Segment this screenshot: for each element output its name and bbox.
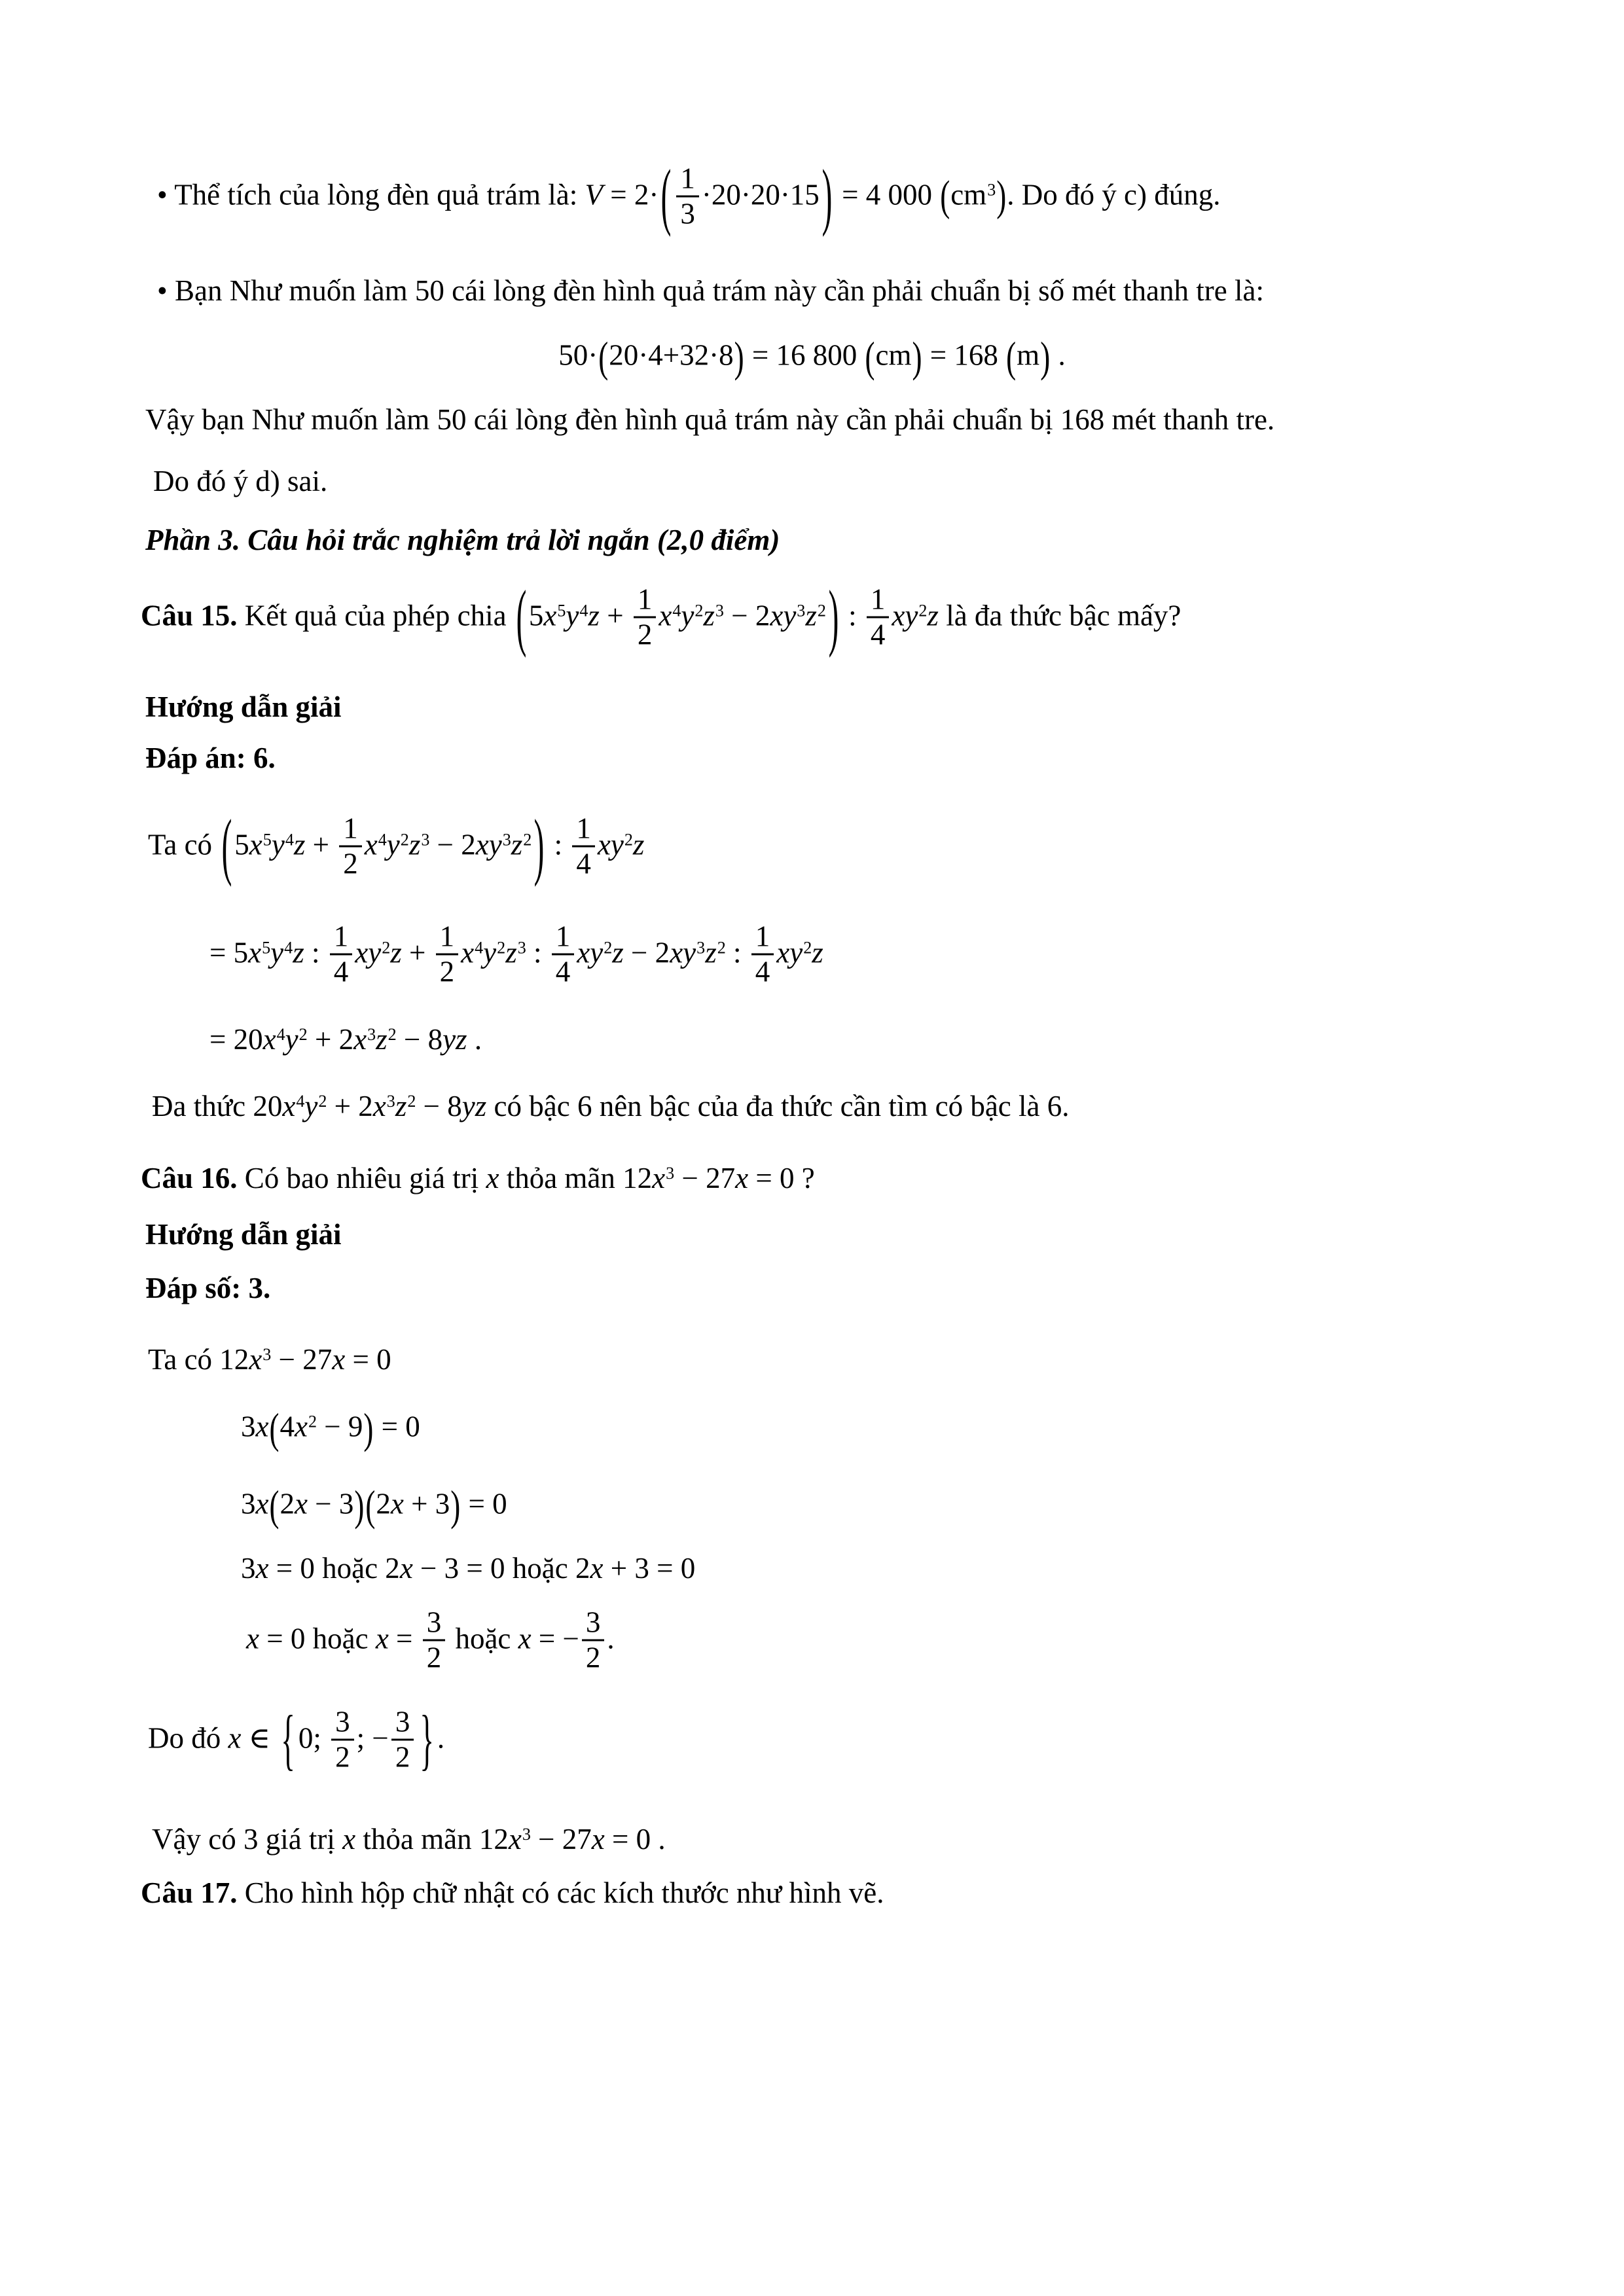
fraction: $\frac{1}{4}$ xyxy=(867,585,890,650)
paren-close: ) xyxy=(363,1404,374,1452)
answer-16: Đáp số: 3. xyxy=(145,1271,271,1304)
fraction: $\frac{3}{2}$ xyxy=(582,1608,605,1673)
big-brace-close: } xyxy=(420,1702,434,1778)
work-16-solution-set: Do đó x ∈ { 0; $\frac{3}{2}$ ; − $\frac{3}{2}$ } . xyxy=(148,1709,444,1774)
fraction: $\frac{1}{2}$ xyxy=(436,922,459,987)
fraction: $\frac{3}{2}$ xyxy=(423,1608,446,1673)
paren-close: ) xyxy=(1040,332,1051,381)
big-brace-open: { xyxy=(281,1702,295,1778)
big-paren-close: ) xyxy=(533,804,545,888)
big-paren-close: ) xyxy=(821,154,833,238)
fraction: $\frac{1}{2}$ xyxy=(339,814,362,879)
section-heading-part3: Phần 3. Câu hỏi trắc nghiệm trả lời ngắn (2,0 điểm) xyxy=(145,523,780,556)
bullet-volume-statement: • Thể tích của lòng đèn quả trám là: V = 2·( $\frac{1}{3}$ ·20·20·15) = 4 000 $(cm^3)$. Do đó ý c) đúng. xyxy=(157,166,1220,230)
conclusion-15: Đa thức $20x^4y^2 + 2x^3z^2 - 8yz$ có bậc 6 nên bậc của đa thức cần tìm có bậc là 6. xyxy=(152,1089,1070,1122)
paren-close: ) xyxy=(734,332,744,381)
answer-15: Đáp án: 6. xyxy=(145,741,276,774)
fraction: $\frac{1}{3}$ xyxy=(676,164,699,229)
fraction: $\frac{1}{2}$ xyxy=(634,585,657,650)
work-15-step1: Ta có ($5x^5y^4z$ + $\frac{1}{2}$ $x^4y^2z^3 - 2xy^3z^2$) : $\frac{1}{4}$ $xy^2z$ xyxy=(148,816,644,880)
solution-heading-15: Hướng dẫn giải xyxy=(145,690,342,723)
fraction: $\frac{3}{2}$ xyxy=(391,1708,414,1772)
bullet-bamboo-statement: • Bạn Như muốn làm 50 cái lòng đèn hình quả trám này cần phải chuẩn bị số mét thanh tre là: xyxy=(157,274,1264,307)
paren-open: ( xyxy=(269,1481,280,1530)
paren-close: ) xyxy=(354,1481,365,1530)
work-15-step2: = $5x^5y^4z$ : $\frac{1}{4}$ $xy^2z$ + $\frac{1}{2}$ $x^4y^2z^3$ : $\frac{1}{4}$ $xy^2z - 2xy^3z^2$ : $\frac{1}{4}$ $xy^2z$ xyxy=(209,920,823,988)
paren-close: ) xyxy=(912,332,922,381)
big-paren-open: ( xyxy=(516,575,527,659)
work-16-step3: 3x(2x − 3)(2x + 3) = 0 xyxy=(241,1486,507,1526)
fraction: $\frac{3}{2}$ xyxy=(331,1708,354,1772)
paren-open: ( xyxy=(365,1481,376,1530)
paren-close: ) xyxy=(450,1481,461,1530)
conclusion-16: Vậy có 3 giá trị x thỏa mãn $12x^3 - 27x = 0$ . xyxy=(152,1822,666,1856)
solution-heading-16: Hướng dẫn giải xyxy=(145,1217,342,1251)
fraction: $\frac{1}{4}$ xyxy=(330,922,353,987)
paren-open: ( xyxy=(598,332,609,381)
paren-open: ( xyxy=(1006,332,1017,381)
question-17: Câu 17. Cho hình hộp chữ nhật có các kích thước như hình vẽ. xyxy=(141,1876,884,1909)
work-16-step4: 3x = 0 hoặc 2x − 3 = 0 hoặc 2x + 3 = 0 xyxy=(241,1551,696,1585)
big-paren-open: ( xyxy=(660,154,672,238)
work-16-step2: $3x(4x^2 - 9) = 0$ xyxy=(241,1408,420,1448)
question-16: Câu 16. Có bao nhiêu giá trị x thỏa mãn $12x^3 - 27x = 0$ ? xyxy=(141,1161,815,1194)
fraction: $\frac{1}{4}$ xyxy=(552,922,575,987)
conclusion-bamboo: Vậy bạn Như muốn làm 50 cái lòng đèn hình quả trám này cần phải chuẩn bị 168 mét thanh tre. xyxy=(145,403,1275,436)
fraction: $\frac{1}{4}$ xyxy=(572,814,595,879)
equation-bamboo-total: 50·(20·4+32·8) = 16 800 (cm) = 168 (m) . xyxy=(0,337,1624,377)
question-15: Câu 15. Kết quả của phép chia ($5x^5y^4z$ + $\frac{1}{2}$ $x^4y^2z^3 - 2xy^3z^2$) : $\frac{1}{4}$ $xy^2z$ là đa thức bậc mấy? xyxy=(141,586,1181,651)
paren-close: ) xyxy=(996,172,1007,221)
big-paren-close: ) xyxy=(828,575,839,659)
conclusion-d-sai: Do đó ý d) sai. xyxy=(153,464,328,497)
work-15-step3: = $20x^4y^2 + 2x^3z^2 - 8yz$ . xyxy=(209,1022,482,1056)
paren-open: ( xyxy=(269,1404,280,1452)
paren-open: ( xyxy=(865,332,875,381)
work-16-step1: Ta có $12x^3 - 27x = 0$ xyxy=(148,1342,391,1376)
paren-open: ( xyxy=(940,172,950,221)
fraction: $\frac{1}{4}$ xyxy=(751,922,774,987)
work-16-step5: x = 0 hoặc x = $\frac{3}{2}$ hoặc x = − $\frac{3}{2}$ . xyxy=(246,1605,615,1674)
big-paren-open: ( xyxy=(221,804,232,888)
